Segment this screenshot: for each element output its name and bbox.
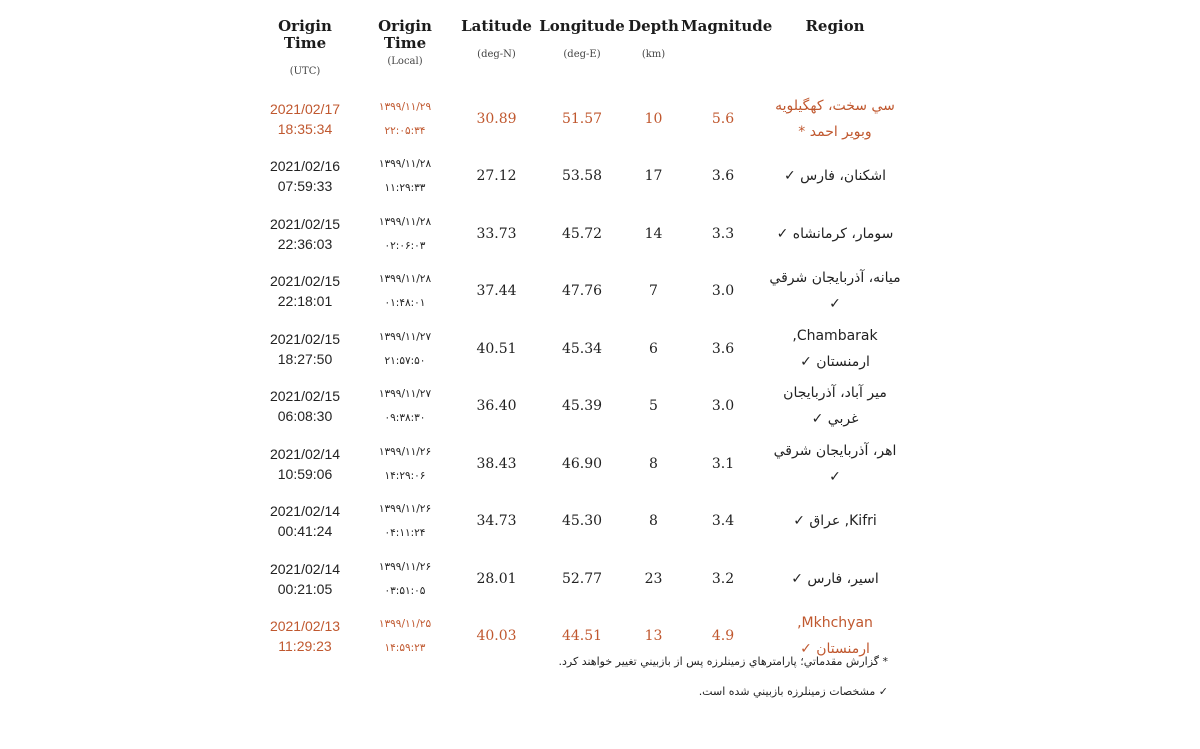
origin-local-cell [355,435,455,493]
depth-cell: 23 [644,570,663,587]
depth-cell: 6 [649,340,658,357]
table-row [255,90,905,148]
header-latitude: Latitude (deg-N) [455,18,538,90]
header-origin-utc: Origin Time (UTC) [255,18,355,90]
origin-utc-cell [255,148,355,206]
latitude-cell: 27.12 [476,168,517,185]
header-region: Region [805,17,865,35]
earthquake-report [255,18,905,665]
region-cell: اهر، آذربايجان شرقي ✓ [773,442,897,485]
local-date: ۱۳۹۹/۱۱/۲۶ [378,503,432,516]
depth-cell: 8 [649,513,658,530]
latitude-cell: 28.01 [476,570,517,587]
magnitude-cell: 3.4 [711,513,735,530]
origin-utc-cell [255,378,355,436]
origin-utc-cell [255,263,355,321]
footnotes [559,652,888,712]
table-row [255,148,905,206]
origin-local-cell [355,205,455,263]
local-time: ۲۲:۰۵:۳۴ [384,124,426,137]
magnitude-cell: 3.1 [711,455,735,472]
utc-time: 10:59:06 [277,465,333,482]
latitude-cell: 34.73 [476,513,517,530]
depth-cell: 7 [649,283,658,300]
origin-local-cell [355,550,455,608]
utc-time: 18:35:34 [277,120,333,137]
utc-time: 22:18:01 [277,293,333,310]
local-time: ۱۱:۲۹:۳۳ [384,182,426,195]
local-date: ۱۳۹۹/۱۱/۲۵ [378,618,432,631]
utc-time: 00:41:24 [277,523,333,540]
longitude-cell: 47.76 [561,283,603,300]
origin-utc-cell [255,608,355,666]
magnitude-cell: 4.9 [711,628,735,645]
origin-local-cell [355,90,455,148]
longitude-cell: 45.39 [561,398,603,415]
depth-cell: 14 [644,225,663,242]
local-time: ۲۱:۵۷:۵۰ [384,354,426,367]
magnitude-cell: 5.6 [711,110,735,127]
table-row [255,378,905,436]
utc-date: 2021/02/15 [269,215,341,232]
depth-cell: 13 [644,628,663,645]
utc-time: 11:29:23 [278,638,332,655]
header-depth-unit: (km) [641,49,666,60]
longitude-cell: 51.57 [561,110,603,127]
header-magnitude: Magnitude [681,17,773,35]
origin-utc-cell [255,205,355,263]
latitude-cell: 40.51 [476,340,517,357]
latitude-cell: 33.73 [476,225,517,242]
local-time: ۰۱:۴۸:۰۱ [384,297,426,310]
origin-utc-cell [255,90,355,148]
depth-cell: 8 [649,455,658,472]
latitude-cell: 36.40 [476,398,517,415]
region-cell: سومار، كرمانشاه ✓ [776,225,894,242]
local-date: ۱۳۹۹/۱۱/۲۸ [378,158,432,171]
utc-date: 2021/02/15 [269,330,341,347]
magnitude-cell: 3.0 [711,398,735,415]
region-cell: Kifri, عراق ✓ [793,513,877,530]
local-date: ۱۳۹۹/۱۱/۲۶ [378,560,432,573]
table-row [255,320,905,378]
local-time: ۰۲:۰۶:۰۳ [384,239,426,252]
latitude-cell: 37.44 [476,283,517,300]
magnitude-cell: 3.0 [711,283,735,300]
region-cell: Mkhchyan, ارمنستان ✓ [797,615,873,658]
utc-time: 22:36:03 [277,235,333,252]
local-time: ۱۴:۵۹:۲۳ [384,642,426,655]
origin-utc-cell [255,320,355,378]
utc-date: 2021/02/14 [269,503,341,520]
longitude-cell: 45.72 [561,225,603,242]
local-date: ۱۳۹۹/۱۱/۲۸ [378,215,432,228]
local-date: ۱۳۹۹/۱۱/۲۷ [378,330,432,343]
origin-local-cell [355,148,455,206]
longitude-cell: 45.34 [561,340,603,357]
local-date: ۱۳۹۹/۱۱/۲۸ [378,273,432,286]
utc-time: 00:21:05 [277,580,333,597]
table-row [255,550,905,608]
depth-cell: 10 [644,110,663,127]
local-date: ۱۳۹۹/۱۱/۲۷ [378,388,432,401]
origin-local-cell [355,320,455,378]
header-origin-local-unit: (Local) [387,56,423,67]
table-row [255,493,905,551]
region-cell: Chambarak, ارمنستان ✓ [792,327,878,370]
local-time: ۰۳:۵۱:۰۵ [384,584,426,597]
utc-time: 07:59:33 [277,178,333,195]
utc-date: 2021/02/15 [269,388,341,405]
depth-cell: 17 [644,168,663,185]
origin-utc-cell [255,493,355,551]
longitude-cell: 45.30 [561,513,603,530]
latitude-cell: 30.89 [476,110,517,127]
table-row [255,205,905,263]
header-origin-utc-unit: (UTC) [289,66,321,77]
utc-time: 18:27:50 [277,350,333,367]
region-cell: مير آباد، آذربايجان غربي ✓ [783,385,887,428]
note-reviewed: ✓ مشخصات زمينلرزه بازبيني شده است. [698,685,888,698]
longitude-cell: 44.51 [561,628,603,645]
region-cell: اشكنان، فارس ✓ [783,168,887,185]
utc-date: 2021/02/15 [269,273,341,290]
note-preliminary: * گزارش مقدماتي؛ پارامترهاي زمينلرزه پس از بازبيني تغيير خواهند كرد. [558,655,888,668]
header-origin-local: Origin Time (Local) [355,18,455,90]
region-cell: اسير، فارس ✓ [791,570,879,587]
local-time: ۱۴:۲۹:۰۶ [384,469,426,482]
local-date: ۱۳۹۹/۱۱/۲۶ [378,445,432,458]
header-depth: Depth (km) [626,18,681,90]
header-longitude-unit: (deg-E) [563,49,601,60]
origin-utc-cell [255,435,355,493]
table-row [255,435,905,493]
region-cell: ميانه، آذربايجان شرقي ✓ [769,270,901,313]
table-row [255,263,905,321]
header-longitude: Longitude (deg-E) [539,17,625,60]
local-time: ۰۴:۱۱:۲۴ [384,527,426,540]
origin-local-cell [355,378,455,436]
origin-utc-cell [255,550,355,608]
utc-time: 06:08:30 [277,408,333,425]
header-row [255,18,905,90]
depth-cell: 5 [649,398,658,415]
local-date: ۱۳۹۹/۱۱/۲۹ [378,100,432,113]
origin-local-cell [355,493,455,551]
utc-date: 2021/02/17 [269,100,341,117]
origin-local-cell [355,608,455,666]
latitude-cell: 38.43 [476,455,517,472]
longitude-cell: 52.77 [561,570,603,587]
magnitude-cell: 3.2 [711,570,735,587]
utc-date: 2021/02/13 [269,618,341,635]
longitude-cell: 46.90 [561,455,603,472]
longitude-cell: 53.58 [561,168,603,185]
magnitude-cell: 3.3 [711,225,735,242]
local-time: ۰۹:۳۸:۳۰ [384,412,426,425]
region-cell: سي سخت، كهگيلويه وبوير احمد * [775,97,895,140]
utc-date: 2021/02/16 [269,158,341,175]
header-latitude-unit: (deg-N) [477,49,516,60]
utc-date: 2021/02/14 [269,445,341,462]
earthquake-table [255,18,905,665]
origin-local-cell [355,263,455,321]
latitude-cell: 40.03 [476,628,517,645]
magnitude-cell: 3.6 [711,168,735,185]
utc-date: 2021/02/14 [269,560,341,577]
magnitude-cell: 3.6 [711,340,735,357]
